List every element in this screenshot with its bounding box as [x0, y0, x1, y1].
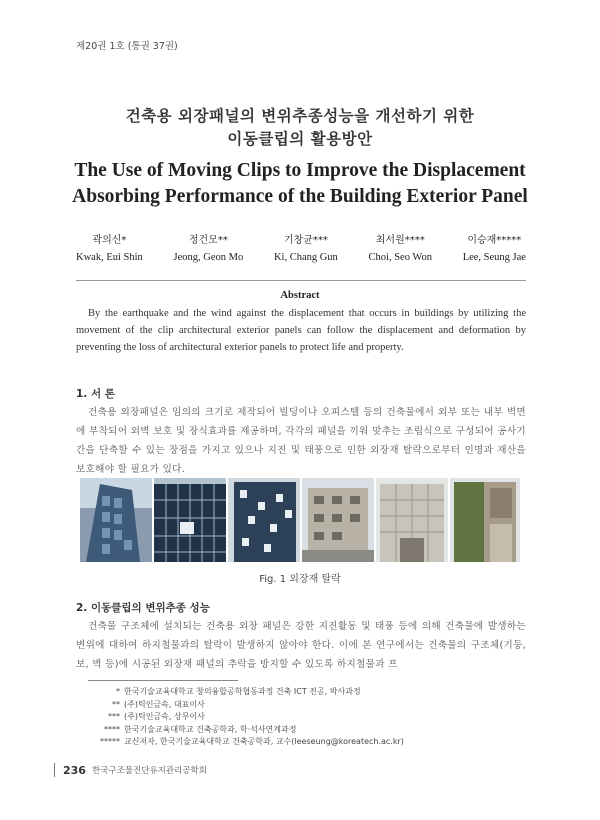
page-number: 236 [63, 763, 86, 777]
author-list [76, 232, 526, 266]
section-text-introduction: 건축용 외장패널은 임의의 크기로 제작되어 빌딩이나 오피스텔 등의 건축물에서 외부 또는 내부 벽면에 부착되어 외벽 보호 및 장식효과를 제공하며, 각각의 패널을 끼워 맞추는 조립식으로 구성되어 공사기간을 단축할 수 있는 장점을 가지고 있으나 지진 및 태풍으로 인한 외장재 탈락으로부터 인명과 재산을 보호해야 할 필요가 있다. [76, 407, 526, 475]
footnote: * 한국기술교육대학교 창의융합공학협동과정 건축 ICT 전공, 박사과정 [116, 687, 361, 696]
korean-title-line1: 건축용 외장패널의 변위추종성능을 개선하기 위한 [125, 107, 475, 125]
figure-caption: Fig. 1 외장재 탈락 [259, 574, 341, 585]
author-name-english: Jeong, Geon Mo [173, 252, 244, 263]
author-name-english: Kwak, Eui Shin [76, 252, 143, 263]
footnote: ***** 교신저자, 한국기술교육대학교 건축공학과, 교수(leeseung@koreatech.ac.kr) [100, 737, 404, 746]
section-heading-introduction: 1. 서 론 [76, 388, 115, 400]
footnotes [88, 686, 404, 749]
abstract-text: By the earthquake and the wind against the displacement that occurs in buildings by utilizing the movement of the clip architectural exterior panels can follow the displacement and deformation by preventing the loss of architectural exterior panels to protect life and property. [76, 308, 526, 353]
author-name-english: Choi, Seo Won [368, 252, 432, 263]
english-title-line1: The Use of Moving Clips to Improve the Displacement [74, 160, 526, 181]
author-name-english: Lee, Seung Jae [462, 252, 526, 263]
footnote: **** 한국기술교육대학교 건축공학과, 학·석사연계과정 [104, 724, 297, 734]
abstract-heading: Abstract [280, 290, 320, 301]
footer-divider [54, 763, 55, 777]
divider [76, 280, 526, 281]
author-name-english: Ki, Chang Gun [273, 252, 338, 263]
footnote: ** (주)틱인금속, 대표이사 [112, 699, 205, 709]
english-title-line2: Absorbing Performance of the Building Exterior Panel [72, 186, 528, 207]
figure-photos [80, 478, 520, 562]
author-name-korean: 최서원**** [375, 235, 425, 246]
author-name-korean: 이승재***** [467, 235, 522, 246]
author [174, 232, 244, 266]
author-name-korean: 곽의신* [92, 235, 127, 246]
author [274, 232, 338, 266]
author [76, 232, 143, 266]
author [369, 232, 432, 266]
page-footer [52, 763, 207, 777]
footnote-divider [88, 680, 238, 681]
section-heading-displacement: 2. 이동클립의 변위추종 성능 [76, 602, 210, 614]
building-photos-image [80, 478, 520, 562]
author [463, 232, 526, 266]
footnote: *** (주)틱인금속, 상무이사 [108, 712, 205, 721]
section-text-displacement: 건축물 구조체에 설치되는 건축용 외장 패널은 강한 지진활동 및 태풍 등에 의해 건축물에 발생하는 변위에 대하여 하지철물과의 탈락이 발생하지 않아야 한다. 이에 본 연구에서는 건축물의 구조체(기둥, 보, 벽 등)에 시공된 외장재 패널의 추락을 방지할 수 있도록 하지철물과 프 [76, 621, 526, 670]
journal-name: 한국구조물진단유지관리공학회 [91, 766, 207, 776]
korean-title-line2: 이동클립의 활용방안 [227, 130, 373, 148]
author-name-korean: 정건모** [188, 235, 228, 246]
author-name-korean: 기창균*** [283, 235, 328, 246]
issue-info: 제20권 1호 (통권 37권) [76, 41, 178, 52]
